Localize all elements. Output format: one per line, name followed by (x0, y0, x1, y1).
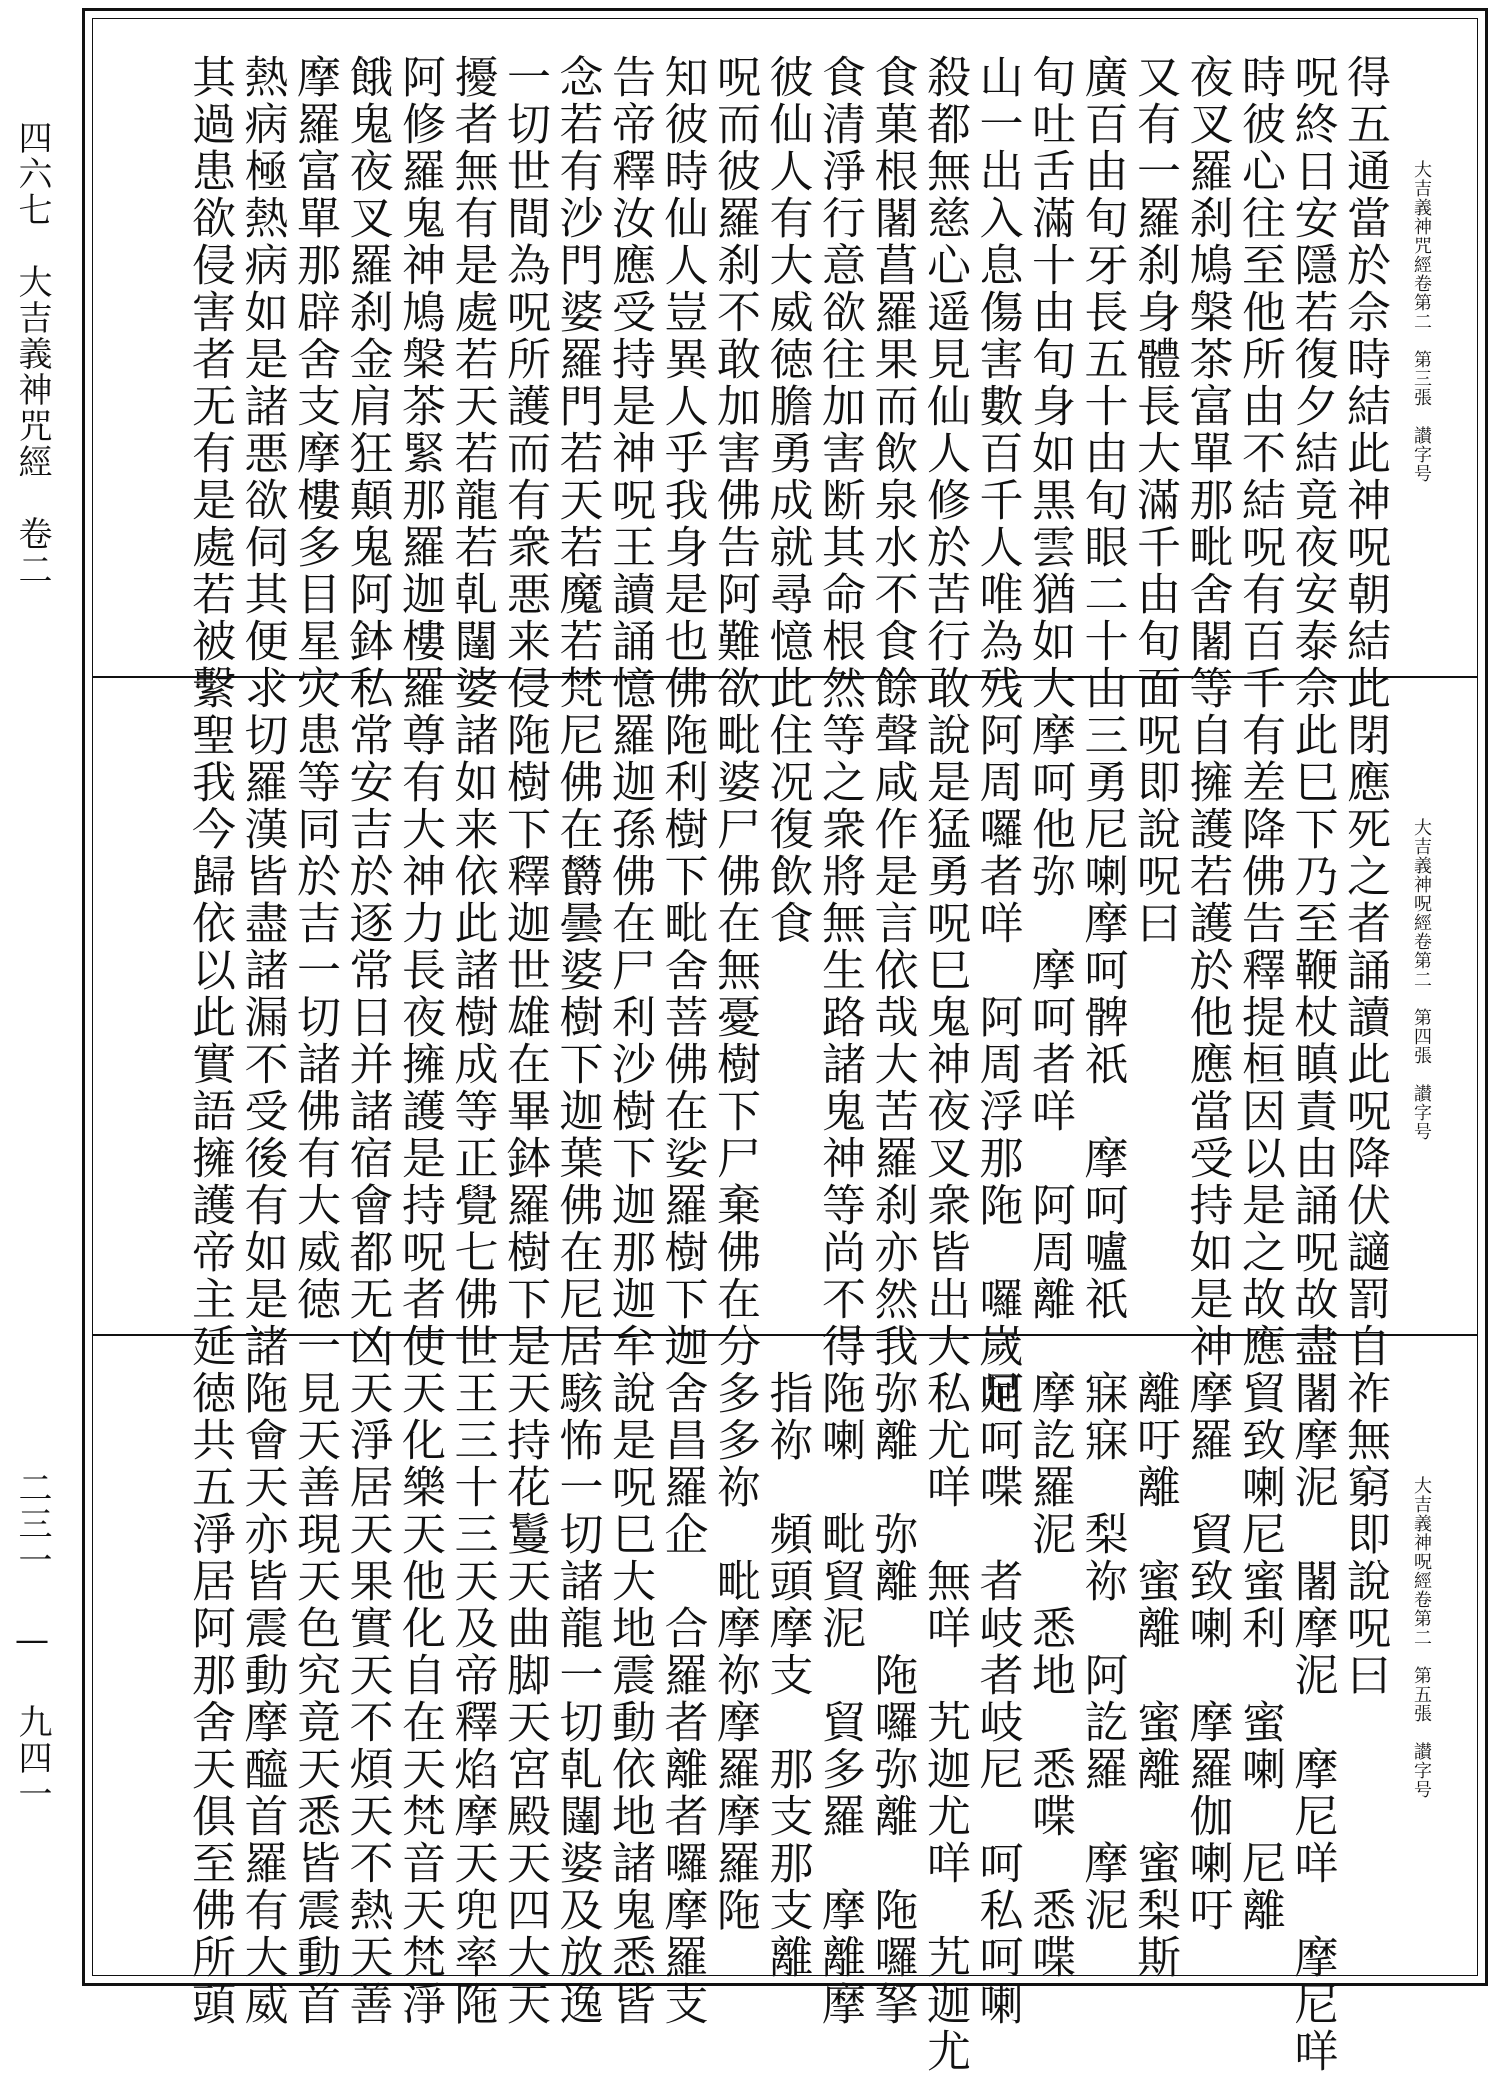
text-column: 呪終日安隱若復夕結竟夜安泰佘 (1286, 54, 1338, 712)
text-column: 等之衆將無生路諸鬼神等尚不得 (814, 712, 865, 1370)
text-column: 呵呵喋 者岐者岐尼 呵私呵喇 (971, 1370, 1023, 2028)
text-column: 祚無窮即說呪曰 (1339, 1370, 1390, 1699)
text-column: 聖我今歸依以此實語擁護帝主延 (184, 712, 235, 1370)
text-column: 有差降佛告釋提桓因以是之故應 (1234, 712, 1285, 1370)
running-header: 大吉義神咒經卷第二 第三張 讃字号 (1411, 160, 1432, 483)
text-column: 徳共五淨居阿那舍天俱至佛所頭 (184, 1370, 235, 2028)
text-column: 一切世間為呪所護而有衆悪来侵 (499, 54, 550, 712)
text-column: 常安吉於逐常日并諸宿會都无凶 (341, 712, 393, 1370)
margin-title: 四六七 大吉義神咒經 卷二 (12, 120, 52, 588)
text-column: 知彼時仙人豈異人乎我身是也佛 (656, 54, 708, 712)
text-column: 念若有沙門婆羅門若天若魔若梵 (551, 54, 603, 712)
text-column: 阿修羅鬼神鳩槃茶緊那羅迦樓羅 (394, 54, 445, 712)
text-column: 食清淨行意欲往加害断其命根然 (814, 54, 865, 712)
running-header: 大吉義神呪經卷第二 第四張 讃字号 (1411, 818, 1432, 1141)
text-column: 阿周囉者咩 阿周浮那陁 囉嵗足 (971, 712, 1023, 1417)
text-column: 諸如来依此諸樹成等正覺七佛世 (446, 712, 498, 1370)
text-column: 王三十三天及帝釋焰摩天兜率陁 (446, 1370, 498, 2028)
text-column: 此巳下乃至鞭杖瞋責由誦呪故盡 (1286, 712, 1338, 1370)
text-column: 天持花鬘天曲脚天宮殿天四大天 (499, 1370, 550, 2028)
text-column: 羅迦孫佛在尸利沙樹下迦那迦牟 (604, 712, 655, 1370)
text-column: 食菓根闍菖羅果而飲泉水不食餘 (866, 54, 918, 712)
text-column: 呪即說呪曰 (1129, 712, 1180, 947)
text-column: 夜叉羅刹鳩槃茶富單那毗舍闍等 (1181, 54, 1233, 712)
margin-page-number: 二三一 — 九四一 (12, 1470, 52, 1812)
text-column: 摩呵他弥 摩呵者咩 阿周離 (1024, 712, 1075, 1323)
text-column: 呪而彼羅刹不敢加害佛告阿難欲 (709, 54, 760, 712)
text-section-2 (92, 678, 1478, 1417)
text-column: 山一出入息傷害數百千人唯為残 (971, 54, 1023, 712)
text-section-1 (92, 20, 1478, 712)
text-column: 說是猛勇呪巳鬼神夜叉衆皆出大 (919, 712, 970, 1370)
text-column: 告帝釋汝應受持是神呪王讀誦憶 (604, 54, 655, 712)
text-column: 毗婆尸佛在無憂樹下尸棄佛在分 (709, 712, 760, 1370)
text-column: 說是呪巳大地震動依地諸鬼悉皆 (604, 1370, 655, 2028)
text-column: 切羅漢皆盡諸漏不受後有如是諸 (236, 712, 288, 1370)
text-column: 得五通當於佘時結此神呪朝結此 (1339, 54, 1390, 712)
text-column: 三勇尼喇摩呵髀祇 摩呵嚧祇 (1076, 712, 1128, 1323)
text-section-3 (92, 1336, 1478, 2075)
text-column: 陁樹下釋迦世雄在畢鉢羅樹下是 (499, 712, 550, 1370)
running-header: 大吉義神呪經卷第二 第五張 讃字号 (1411, 1476, 1432, 1799)
text-column: 尊有大神力長夜擁護是持呪者使 (394, 712, 445, 1370)
text-column: 舍昌羅企 合羅者離者囉摩羅支 (656, 1370, 708, 2028)
text-column: 陁喇 毗貿泥 貿多羅 摩離摩 (814, 1370, 865, 2028)
text-column: 患等同於吉一切諸佛有大威徳一 (289, 712, 340, 1370)
text-column: 尼佛在欝曇婆樹下迦葉佛在尼居 (551, 712, 603, 1370)
text-column: 餓鬼夜叉羅刹金肩狂顛鬼阿鉢私 (341, 54, 393, 712)
text-column: 私尤咩 無咩 艽迦尤咩 艽迦尤 (919, 1370, 970, 2075)
text-column: 闍摩泥 闍摩泥 摩尼咩 摩尼咩 (1286, 1370, 1338, 2075)
text-column: 摩訖羅泥 悉地 悉喋 悉喋 (1024, 1370, 1075, 1981)
text-column: 天淨居天果實天不煩天不熱天善 (341, 1370, 393, 2028)
text-column: 閉應死之者誦讀此呪降伏讁罰自 (1339, 712, 1390, 1370)
text-column: 指祢 頻頭摩支 那支那支離 (761, 1370, 813, 1981)
text-column: 陁會天亦皆震動摩醯首羅有大威 (236, 1370, 288, 2028)
text-column: 天化樂天他化自在天梵音天梵淨 (394, 1370, 445, 2028)
text-column: 其過患欲侵害者无有是處若被繫 (184, 54, 235, 712)
text-column: 殺都無慈心遥見仙人修於苦行敢 (919, 54, 970, 712)
text-column: 時彼心往至他所由不結呪有百千 (1234, 54, 1285, 712)
text-column: 多多祢 毗摩祢摩羅摩羅陁 (709, 1370, 760, 1934)
text-column: 離吁離 蜜離 蜜離 蜜梨斯 (1129, 1370, 1180, 1981)
text-column: 摩羅 貿致喇 摩羅伽喇吁 (1181, 1370, 1233, 1934)
text-column: 聲咸作是言依哉大苦羅刹亦然我 (866, 712, 918, 1370)
text-column: 又有一羅刹身體長大滿千由旬面 (1129, 54, 1180, 712)
text-column: 自擁護若護於他應當受持如是神 (1181, 712, 1233, 1370)
text-column: 廣百由旬牙長五十由旬眼二十由 (1076, 54, 1128, 712)
text-column: 弥離 弥離 陁囉弥離 陁囉拏 (866, 1370, 918, 2028)
text-column: 擾者無有是處若天若龍若乹闥婆 (446, 54, 498, 712)
text-column: 彼仙人有大威徳膽勇成就尋憶此 (761, 54, 813, 712)
text-column: 摩羅富單那辟舍支摩樓多目星灾 (289, 54, 340, 712)
text-column: 旬吐舌滿十由旬身如黒雲猶如大 (1024, 54, 1075, 712)
text-column: 貿致喇尼蜜利 蜜喇 尼離 (1234, 1370, 1285, 1934)
text-column: 住况復飲食 (761, 712, 813, 947)
text-column: 駭怖一切諸龍一切乹闥婆及放逸 (551, 1370, 603, 2028)
text-column: 陁利樹下毗舍菩佛在娑羅樹下迦 (656, 712, 708, 1370)
text-column: 見天善現天色究竟天悉皆震動首 (289, 1370, 340, 2028)
text-column: 寐寐 梨祢 阿訖羅 摩泥 (1076, 1370, 1128, 1934)
text-column: 熱病極熱病如是諸悪欲伺其便求 (236, 54, 288, 712)
